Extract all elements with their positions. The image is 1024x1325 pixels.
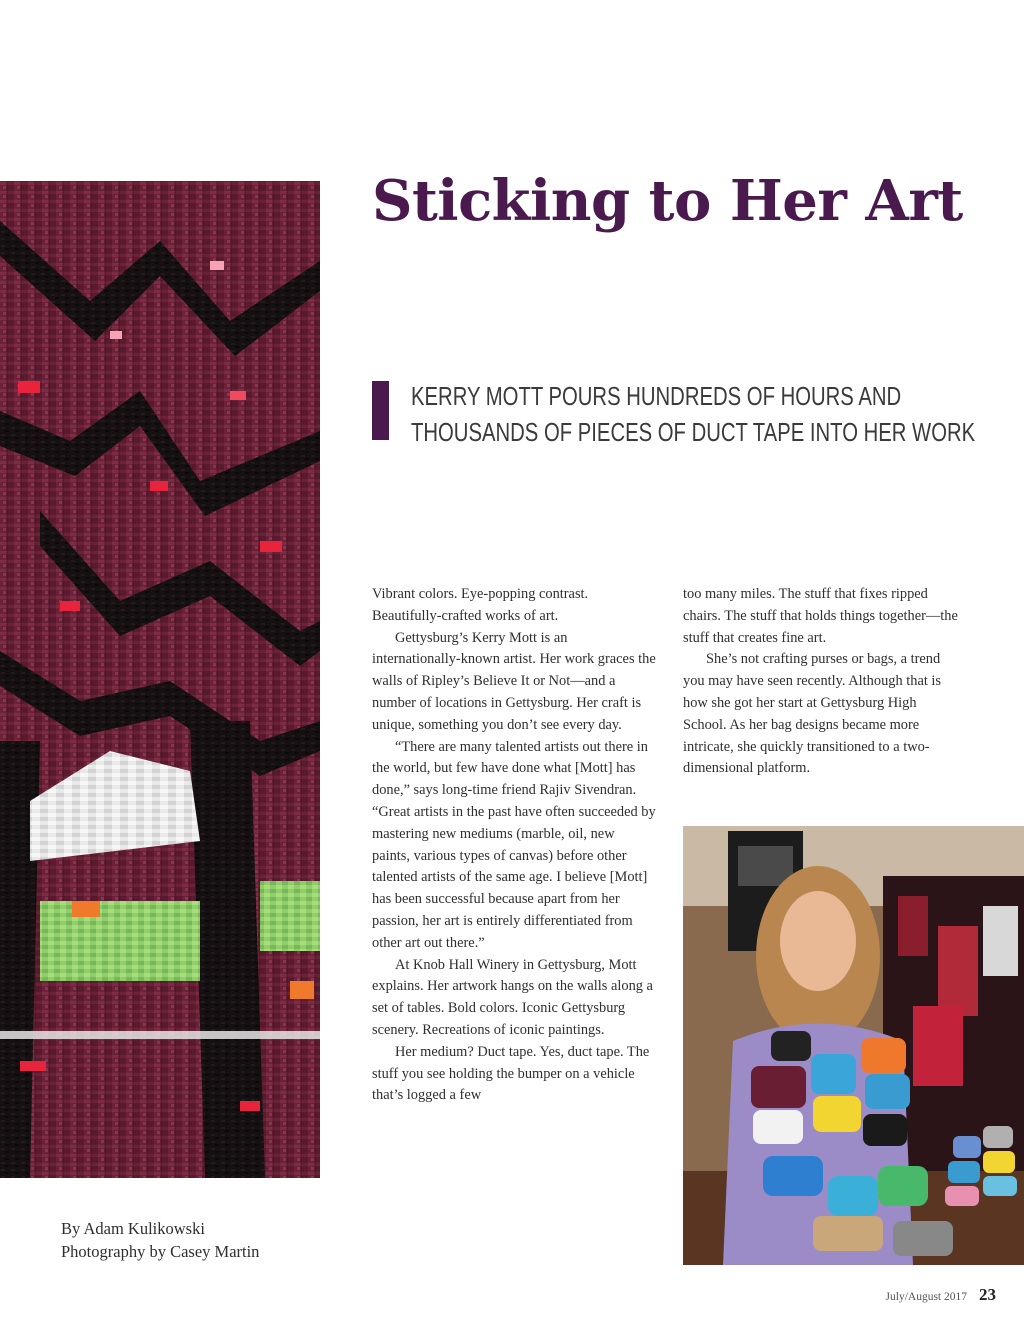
page-footer: [886, 1285, 996, 1305]
article-title: Sticking to Her Art: [372, 168, 963, 234]
deck-accent-bar: [372, 381, 389, 440]
issue-date: July/August 2017: [885, 1291, 967, 1303]
artwork-mosaic: [0, 181, 320, 1178]
body-paragraph: too many miles. The stuff that fixes ripped chairs. The stuff that holds things together—the stuff that creates fine art.: [683, 586, 958, 646]
body-paragraph: Vibrant colors. Eye-popping contrast. Beautifully-crafted works of art.: [372, 586, 589, 624]
article-deck: [411, 378, 976, 450]
body-paragraph: “There are many talented artists out there in the world, but few have done what [Mott] has done,” says long-time friend Rajiv Sivendran. “Great artists in the past have often succeeded by mastering new mediums (marble, oil, new paints, various types of canvas) before other talented artists of the same age. I believe [Mott] has been successful because apart from her passion, her art is entirely differentiated from other art out there.”: [372, 738, 656, 951]
page-number: 23: [979, 1285, 996, 1304]
body-paragraph: At Knob Hall Winery in Gettysburg, Mott explains. Her artwork hangs on the walls along a set of tables. Bold colors. Iconic Gettysburg scenery. Recreations of iconic paintings.: [372, 956, 653, 1038]
body-paragraph: Her medium? Duct tape. Yes, duct tape. The stuff you see holding the bumper on a vehicle that’s logged a few: [372, 1043, 650, 1104]
deck-line: KERRY MOTT POURS HUNDREDS OF HOURS AND: [411, 381, 902, 411]
artist-with-tape-rolls-image: [683, 826, 1024, 1265]
photo-credit: Photography by Casey Martin: [61, 1242, 260, 1261]
body-column-1: [372, 584, 656, 1107]
deck-line: THOUSANDS OF PIECES OF DUCT TAPE INTO HER WORK: [411, 417, 976, 447]
artist-photo: [683, 826, 1024, 1265]
byline: [61, 1217, 259, 1263]
duct-tape-artwork-image: [0, 181, 320, 1178]
body-paragraph: She’s not crafting purses or bags, a trend you may have seen recently. Although that is how she got her start at Gettysburg High School. As her bag designs became more intricate, she quickly transitioned to a two-dimensional platform.: [683, 651, 942, 777]
body-column-2: [683, 584, 963, 780]
author-credit: By Adam Kulikowski: [61, 1219, 205, 1238]
body-paragraph: Gettysburg’s Kerry Mott is an internationally-known artist. Her work graces the walls of Ripley’s Believe It or Not—and a number of locations in Gettysburg. Her craft is unique, something you don’t see every day.: [372, 629, 656, 733]
